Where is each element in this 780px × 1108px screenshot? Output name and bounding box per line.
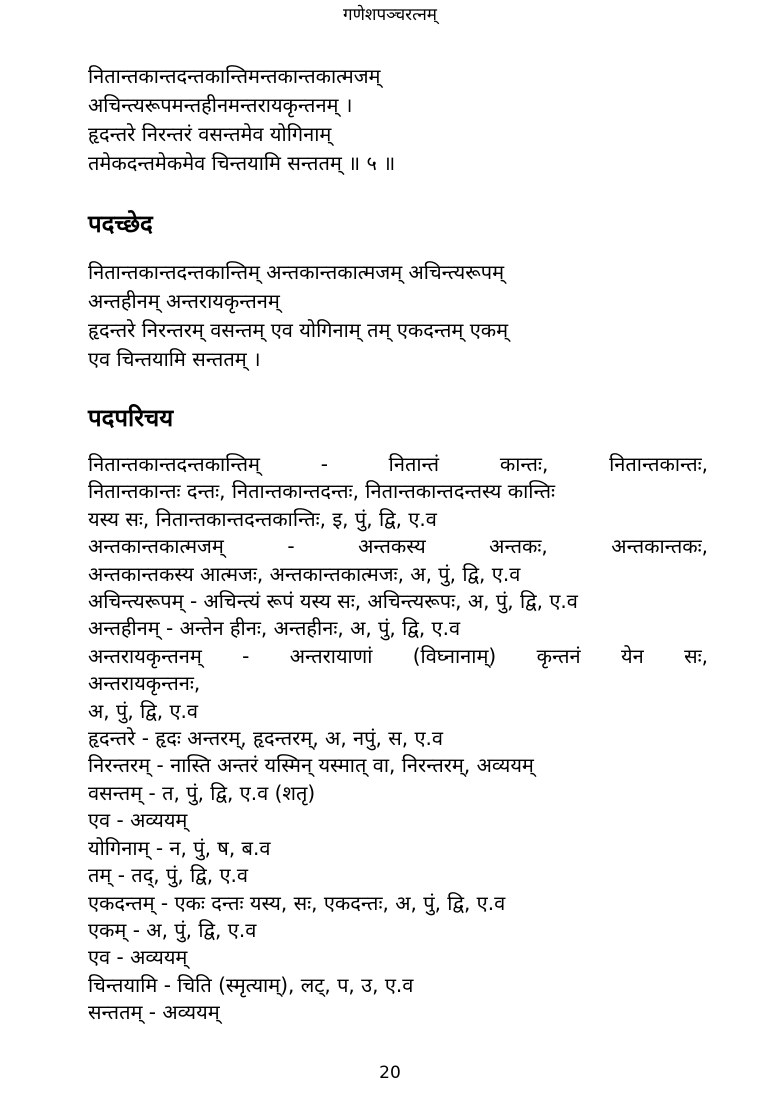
padaparichaya-line: एकम् - अ, पुं, द्वि, ए.व [88, 917, 257, 942]
verse-line: अचिन्त्यरूपमन्तहीनमन्तरायकृन्तनम् । [88, 93, 353, 117]
padaparichaya-line: योगिनाम् - न, पुं, ष, ब.व [88, 835, 271, 860]
padaparichaya-line: अन्तरायकृन्तनम् - अन्तरायाणां (विघ्नानाम्) कृन्तनं येन सः, [88, 643, 708, 668]
padaparichaya-line: अ, पुं, द्वि, ए.व [88, 698, 199, 723]
padaparichaya-block [88, 451, 708, 1027]
page-number: 20 [379, 1063, 401, 1083]
padaparichaya-line: अन्तहीनम् - अन्तेन हीनः, अन्तहीनः, अ, पुं, द्वि, ए.व [88, 616, 461, 641]
padaparichaya-line: अन्तकान्तकस्य आत्मजः, अन्तकान्तकात्मजः, अ, पुं, द्वि, ए.व [88, 561, 521, 586]
verse-line: तमेकदन्तमेकमेव चिन्तयामि सन्ततम् ॥ ५ ॥ [88, 151, 396, 175]
padaparichaya-line: चिन्तयामि - चिति (स्मृत्याम्), लट्, प, उ, ए.व [88, 972, 414, 997]
padaccheda-line: एव चिन्तयामि सन्ततम् । [88, 347, 261, 371]
padaparichaya-line: हृदन्तरे - हृदः अन्तरम्, हृदन्तरम्, अ, नपुं, स, ए.व [88, 726, 443, 751]
padaparichaya-line: निरन्तरम् - नास्ति अन्तरं यस्मिन् यस्मात् वा, निरन्तरम्, अव्ययम् [88, 753, 534, 778]
padaparichaya-line: अचिन्त्यरूपम् - अचिन्त्यं रूपं यस्य सः, अचिन्त्यरूपः, अ, पुं, द्वि, ए.व [88, 589, 578, 614]
padaparichaya-line: नितान्तकान्तः दन्तः, नितान्तकान्तदन्तः, नितान्तकान्तदन्तस्य कान्तिः [88, 479, 556, 504]
padaparichaya-line: एव - अव्ययम् [88, 945, 188, 970]
padaccheda-block [88, 258, 708, 374]
verse-line: नितान्तकान्तदन्तकान्तिमन्तकान्तकात्मजम् [88, 64, 381, 88]
padaparichaya-heading: पदपरिचय [88, 404, 174, 432]
verse-block [88, 62, 708, 178]
padaparichaya-line: यस्य सः, नितान्तकान्तदन्तकान्तिः, इ, पुं, द्वि, ए.व [88, 506, 437, 531]
padaparichaya-line: तम् - तद्, पुं, द्वि, ए.व [88, 863, 249, 888]
padaparichaya-line: अन्तकान्तकात्मजम् - अन्तकस्य अन्तकः, अन्तकान्तकः, [88, 534, 708, 559]
padaparichaya-line: एकदन्तम् - एकः दन्तः यस्य, सः, एकदन्तः, अ, पुं, द्वि, ए.व [88, 890, 506, 915]
padaccheda-line: नितान्तकान्तदन्तकान्तिम् अन्तकान्तकात्मजम् अचिन्त्यरूपम् [88, 260, 505, 284]
verse-line: हृदन्तरे निरन्तरं वसन्तमेव योगिनाम् [88, 122, 332, 146]
padaccheda-line: अन्तहीनम् अन्तरायकृन्तनम् [88, 289, 280, 313]
padaparichaya-line: वसन्तम् - त, पुं, द्वि, ए.व (शतृ) [88, 780, 316, 805]
padaparichaya-line: अन्तरायकृन्तनः, [88, 671, 201, 696]
padaparichaya-line: नितान्तकान्तदन्तकान्तिम् - नितान्तं कान्तः, नितान्तकान्तः, [88, 452, 708, 476]
padaparichaya-line: एव - अव्ययम् [88, 808, 188, 833]
padaccheda-heading: पदच्छेद [88, 210, 153, 238]
padaparichaya-line: सन्ततम् - अव्ययम् [88, 1000, 220, 1025]
running-header: गणेशपञ्चरत्नम् [343, 5, 437, 25]
padaccheda-line: हृदन्तरे निरन्तरम् वसन्तम् एव योगिनाम् तम् एकदन्तम् एकम् [88, 318, 509, 342]
